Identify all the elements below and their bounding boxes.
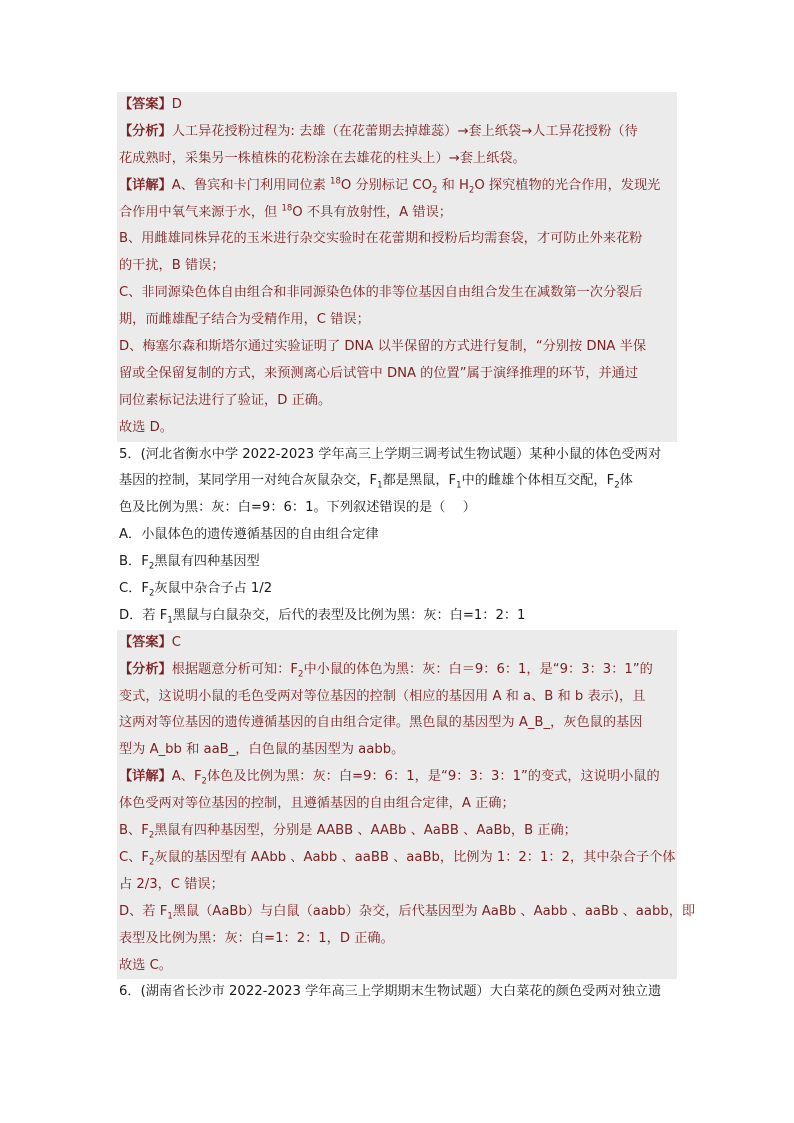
- analysis-tag: 【分析】: [119, 661, 172, 677]
- q4-detail-b-line-2: 的干扰，B 错误；: [117, 253, 677, 280]
- f2-subscript: 2: [614, 481, 620, 492]
- co2-subscript: 2: [431, 185, 438, 196]
- q4-detail-a-text: A、鲁宾和卡门利用同位素: [171, 177, 331, 193]
- q5-analysis-line-3: 这两对等位基因的遗传遵循基因的自由组合定律。黑色鼠的基因型为 A_B_，灰色鼠的基因: [117, 710, 677, 737]
- q5-detail-d-line-1: [117, 899, 696, 926]
- answer-tag: 【答案】: [119, 634, 172, 650]
- q5-analysis-line-1: [117, 657, 677, 684]
- q5-detail-text: C、F: [119, 849, 149, 865]
- q5-detail-text: 黑鼠有四种基因型，分别是 AABB 、AABb 、AaBB 、AaBb，B 正确；: [154, 823, 577, 839]
- f2-subscript: 2: [148, 857, 155, 868]
- f1-subscript: 1: [377, 481, 383, 492]
- q5-detail-d-line-2: 表型及比例为黑：灰：白=1：2：1，D 正确。: [117, 926, 677, 953]
- q5-option-d: [117, 603, 677, 630]
- q4-conclusion: 故选 D。: [117, 415, 677, 442]
- q5-detail-c-line-1: [117, 845, 677, 872]
- o18-superscript: 18: [330, 176, 341, 187]
- q4-detail-a-line-1: [117, 173, 677, 200]
- q5-stem-text: 中的雌雄个体相互交配，F: [461, 473, 615, 489]
- q5-stem-line-3: 色及比例为黑：灰：白=9：6：1。下列叙述错误的是（ ）: [119, 500, 476, 516]
- q4-detail-a-line-2: [117, 200, 677, 227]
- q5-stem-line-1: 5．(河北省衡水中学 2022-2023 学年高三上学期三调考试生物试题）某种小鼠的体色受两对: [119, 446, 662, 462]
- f2-subscript: 2: [148, 588, 155, 599]
- q5-analysis-line-2: 变式，这说明小鼠的毛色受两对等位基因的控制（相应的基因用 A 和 a、B 和 b 表示)，且: [117, 684, 677, 711]
- option-text: B．F: [119, 554, 149, 570]
- q4-detail-d-line-2: 留或全保留复制的方式，来预测离心后试管中 DNA 的位置”属于演绎推理的环节，并通过: [117, 361, 677, 388]
- q4-detail-c-line-2: 期，而雌雄配子结合为受精作用，C 错误；: [117, 307, 677, 334]
- option-text: C．F: [119, 581, 149, 597]
- option-text: 黑鼠有四种基因型: [154, 554, 260, 570]
- q4-answer-line: [117, 92, 677, 119]
- q6-stem-line-1: 6．(湖南省长沙市 2022-2023 学年高三上学期期末生物试题）大白菜花的颜色受两对独立遗: [119, 984, 662, 1000]
- q5-detail-a-line-1: [117, 764, 677, 791]
- q5-analysis-text: 根据题意分析可知：F: [171, 661, 299, 677]
- f2-subscript: 2: [298, 669, 304, 680]
- f1-subscript: 1: [167, 911, 173, 922]
- o18-superscript: 18: [281, 203, 293, 214]
- q4-detail-a-text: 和 H: [437, 177, 469, 193]
- f2-subscript: 2: [148, 830, 155, 841]
- q4-detail-a-text: O 不具有放射性，A 错误；: [292, 204, 452, 220]
- detail-tag: 【详解】: [119, 177, 172, 193]
- analysis-tag: 【分析】: [119, 123, 172, 139]
- option-text: 黑鼠与白鼠杂交，后代的表型及比例为黑：灰：白=1：2：1: [172, 607, 526, 623]
- q4-detail-b-line-1: B、用雌雄同株异花的玉米进行杂交实验时在花蕾期和授粉后均需套袋，才可防止外来花粉: [117, 226, 677, 253]
- q5-stem-text: 都是黑鼠，F: [382, 473, 457, 489]
- q5-answer: C: [171, 634, 181, 650]
- q4-answer: D: [171, 97, 182, 112]
- q4-analysis-line-1: [117, 119, 677, 146]
- option-text: 灰鼠中杂合子占 1/2: [154, 581, 273, 597]
- q4-analysis-text-1: 人工异花授粉过程为: 去雄（在花蕾期去掉雄蕊）→套上纸袋→人工异花授粉（待: [171, 123, 638, 139]
- f2-subscript: 2: [201, 776, 207, 787]
- q5-detail-text: 黑鼠（AaBb）与白鼠（aabb）杂交，后代基因型为 AaBb 、Aabb 、aaBb 、aabb，即: [172, 903, 696, 919]
- q4-detail-a-text: O 分别标记 CO: [340, 177, 432, 193]
- document-content: [117, 92, 696, 1006]
- q4-detail-c-line-1: C、非同源染色体自由组合和非同源染色体的非等位基因自由组合发生在减数第一次分裂后: [117, 280, 677, 307]
- h2o-subscript: 2: [468, 185, 475, 196]
- q5-detail-text: 体色及比例为黑：灰：白=9：6：1，是“9：3：3：1”的变式，这说明小鼠的: [206, 769, 660, 785]
- answer-tag: 【答案】: [119, 97, 172, 112]
- q5-conclusion: 故选 C。: [117, 953, 677, 980]
- q4-detail-d-line-3: 同位素标记法进行了验证，D 正确。: [117, 388, 677, 415]
- q5-detail-a-line-2: 体色受两对等位基因的控制，且遵循基因的自由组合定律，A 正确；: [117, 791, 677, 818]
- q4-detail-a-text: 合作用中氧气来源于水，但: [119, 204, 282, 220]
- q5-stem-text: 体: [619, 473, 633, 489]
- f1-subscript: 1: [167, 615, 173, 626]
- option-text: D．若 F: [119, 607, 168, 623]
- q5-detail-b-line: [117, 818, 677, 845]
- q5-stem-text: 基因的控制，某同学用一对纯合灰鼠杂交，F: [119, 473, 378, 489]
- q4-analysis-line-2: [117, 146, 677, 173]
- q5-option-b: [117, 549, 677, 576]
- f2-subscript: 2: [148, 561, 155, 572]
- q5-answer-line: [117, 630, 677, 657]
- q5-detail-text: A、F: [171, 769, 202, 785]
- q5-option-c: [117, 576, 677, 603]
- q5-analysis-line-4: 型为 A_bb 和 aaB_，白色鼠的基因型为 aabb。: [117, 737, 677, 764]
- q4-analysis-text-2: 花成熟时，采集另一株植株的花粉涂在去雄花的柱头上）→套上纸袋。: [119, 150, 526, 166]
- detail-tag: 【详解】: [119, 769, 172, 785]
- f1-subscript: 1: [456, 481, 462, 492]
- q4-detail-d-line-1: D、梅塞尔森和斯塔尔通过实验证明了 DNA 以半保留的方式进行复制，“分别按 DNA 半保: [117, 334, 677, 361]
- q5-analysis-text: 中小鼠的体色为黑：灰：白＝9：6：1，是“9：3：3：1”的: [303, 661, 653, 677]
- q5-detail-text: D、若 F: [119, 903, 168, 919]
- q5-option-a: A．小鼠体色的遗传遵循基因的自由组合定律: [119, 527, 379, 543]
- q5-detail-text: 灰鼠的基因型有 AAbb 、Aabb 、aaBB 、aaBb，比例为 1：2：1：2，其中杂合子个体: [154, 849, 676, 865]
- q5-detail-text: B、F: [119, 823, 149, 839]
- q5-stem-line-2: [117, 468, 677, 495]
- q5-detail-c-line-2: 占 2/3，C 错误；: [117, 872, 677, 899]
- q4-detail-a-text: O 探究植物的光合作用，发现光: [474, 177, 661, 193]
